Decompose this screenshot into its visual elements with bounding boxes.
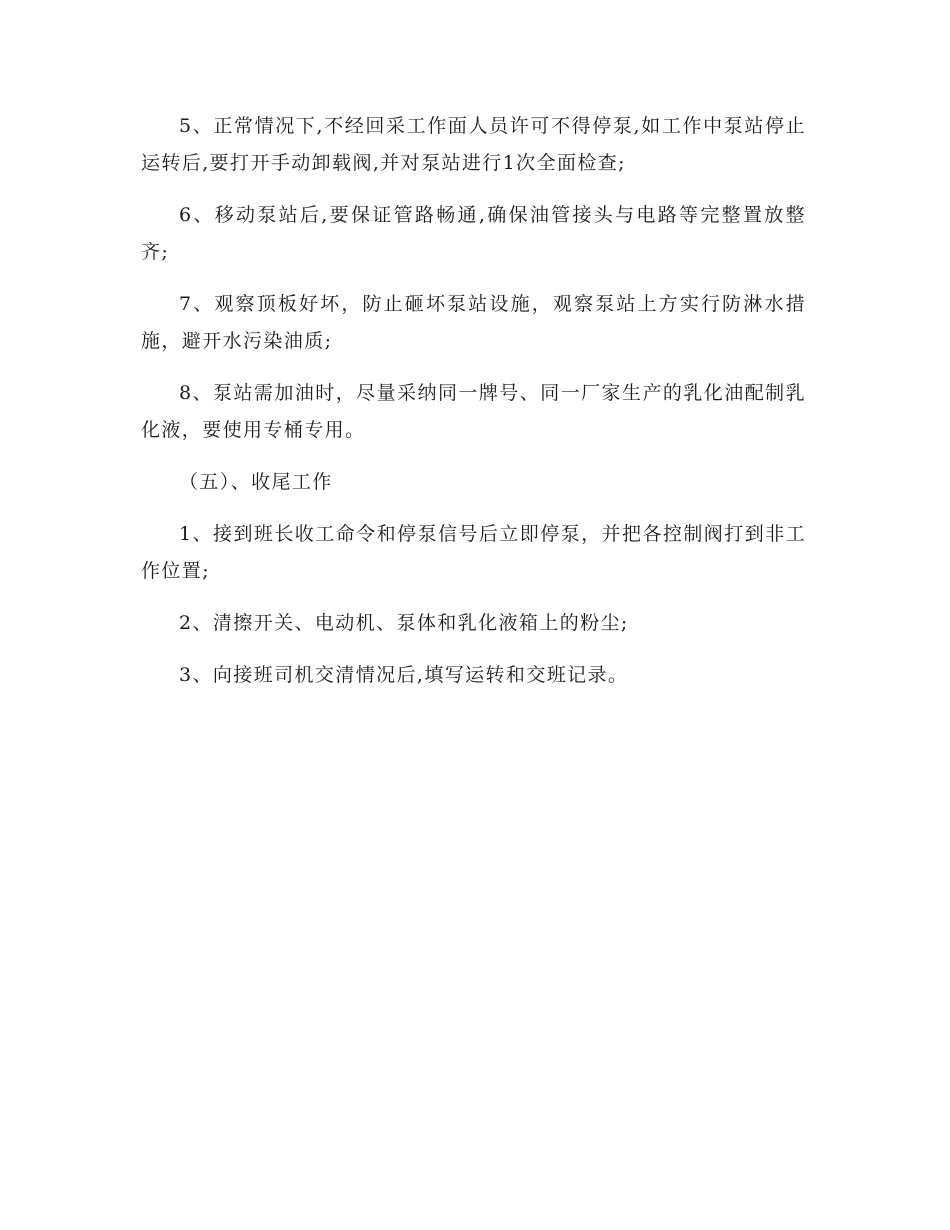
- paragraph-7: 7、观察顶板好坏，防止砸坏泵站设施，观察泵站上方实行防淋水措施，避开水污染油质;: [141, 293, 806, 352]
- document-body: [141, 108, 806, 709]
- paragraph-6: 6、移动泵站后,要保证管路畅通,确保油管接头与电路等完整置放整齐;: [141, 204, 806, 263]
- paragraph-8: 8、泵站需加油时，尽量采纳同一牌号、同一厂家生产的乳化油配制乳化液，要使用专桶专用。: [141, 382, 806, 441]
- closing-paragraph-1: 1、接到班长收工命令和停泵信号后立即停泵，并把各控制阀打到非工作位置;: [141, 523, 806, 582]
- section-heading: （五）、收尾工作: [179, 471, 333, 493]
- closing-paragraph-2: 2、清擦开关、电动机、泵体和乳化液箱上的粉尘;: [179, 612, 629, 634]
- paragraph-5: 5、正常情况下,不经回采工作面人员许可不得停泵,如工作中泵站停止运转后,要打开手动卸载阀,并对泵站进行1次全面检查;: [141, 115, 806, 174]
- closing-paragraph-3: 3、向接班司机交清情况后,填写运转和交班记录。: [179, 664, 629, 686]
